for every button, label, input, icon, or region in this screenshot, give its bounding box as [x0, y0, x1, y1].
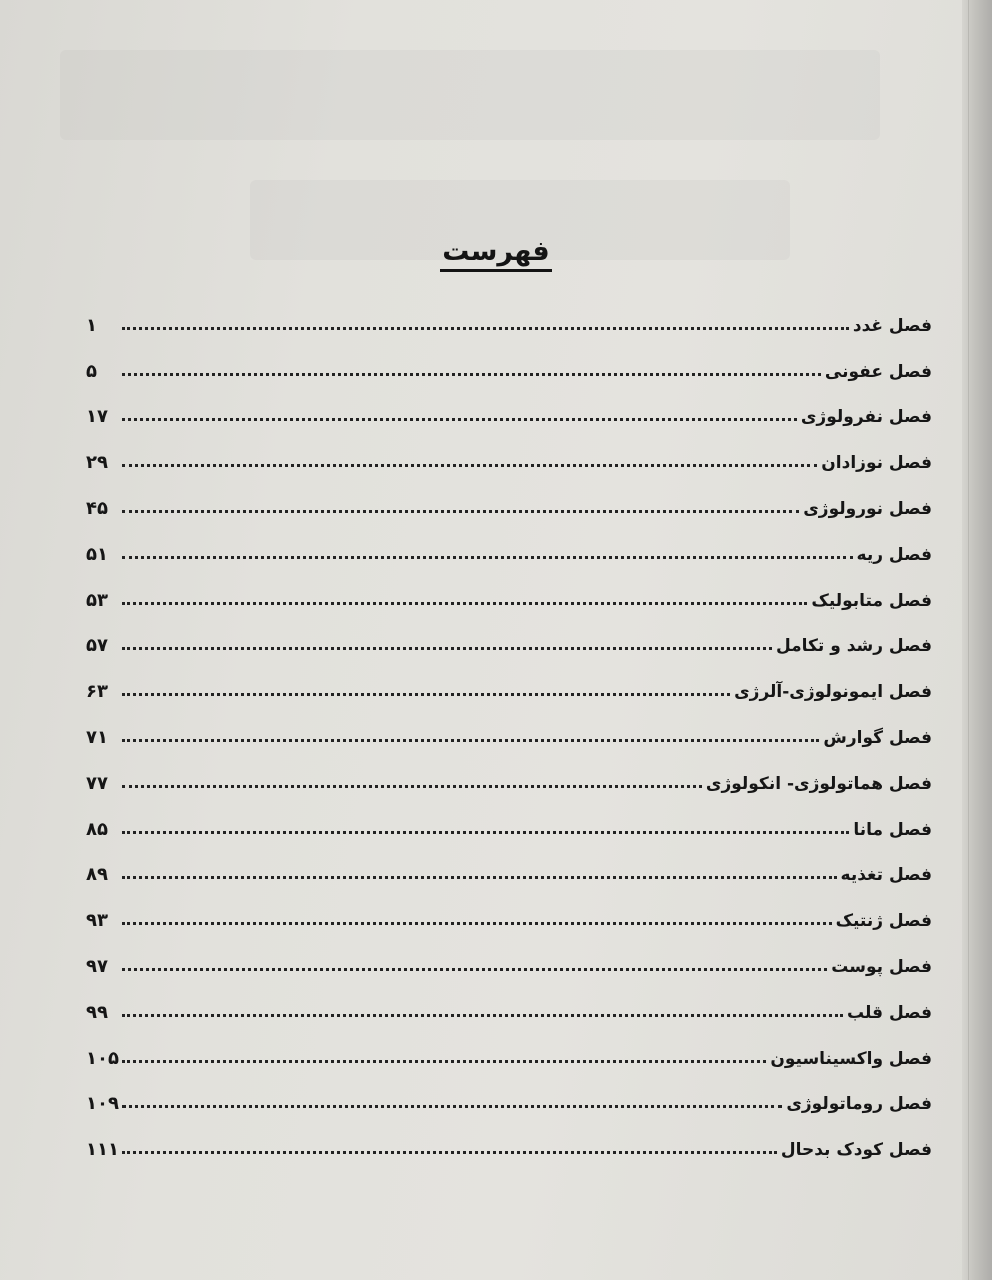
toc-entry: [86, 842, 932, 888]
toc-dot-leader: [122, 831, 849, 834]
toc-dot-leader: [122, 556, 853, 559]
toc-dot-leader: [122, 1105, 782, 1108]
toc-entry: [86, 1116, 932, 1162]
toc-entry-page: ۵۱: [86, 543, 108, 565]
toc-entry-page: ۵۳: [86, 589, 108, 611]
toc-entry-page: ۱۰۵: [86, 1047, 119, 1069]
toc-title: [0, 236, 992, 272]
toc-entry-page: ۸۹: [86, 864, 108, 886]
toc-dot-leader: [122, 693, 730, 696]
toc-entry: [86, 384, 932, 430]
toc-dot-leader: [122, 876, 837, 879]
toc-entry-page: ۱: [86, 314, 97, 336]
toc-entry-label: فصل نورولوژی: [803, 498, 932, 519]
toc-entry-page: ۶۳: [86, 681, 108, 703]
toc-entry-label: فصل هماتولوژی- انکولوژی: [705, 773, 932, 794]
toc-dot-leader: [122, 1151, 777, 1154]
toc-entry: [86, 933, 932, 979]
toc-title-text: فهرست: [440, 236, 551, 272]
toc-entry-label: فصل قلب: [846, 1002, 932, 1023]
toc-entry: [86, 658, 932, 704]
toc-dot-leader: [122, 785, 702, 788]
toc-entry-page: ۹۷: [86, 955, 108, 977]
toc-entry-label: فصل روماتولوژی: [786, 1094, 932, 1115]
toc-dot-leader: [122, 602, 807, 605]
toc-entry-label: فصل عفونی: [824, 361, 932, 382]
toc-entry-label: فصل ریه: [856, 544, 932, 565]
toc-entry-label: فصل متابولیک: [811, 590, 932, 611]
toc-entry: [86, 429, 932, 475]
toc-entry-label: فصل رشد و تکامل: [775, 636, 932, 657]
show-through-header: [60, 50, 880, 140]
toc-entry-label: فصل غدد: [852, 315, 932, 336]
toc-entry-page: ۲۹: [86, 452, 108, 474]
toc-entry: [86, 1025, 932, 1071]
toc-entry: [86, 1071, 932, 1117]
table-of-contents: [86, 292, 932, 1162]
toc-entry: [86, 796, 932, 842]
toc-entry: [86, 338, 932, 384]
toc-entry-label: فصل نوزادان: [821, 453, 932, 474]
toc-entry-label: فصل ژنتیک: [835, 911, 932, 932]
book-page-edge: [962, 0, 992, 1280]
toc-entry: [86, 567, 932, 613]
toc-dot-leader: [122, 327, 849, 330]
toc-entry-page: ۷۱: [86, 726, 108, 748]
toc-dot-leader: [122, 1060, 766, 1063]
toc-entry: [86, 613, 932, 659]
toc-dot-leader: [122, 464, 817, 467]
toc-entry-page: ۴۵: [86, 497, 108, 519]
toc-dot-leader: [122, 647, 772, 650]
toc-entry-page: ۵۷: [86, 635, 108, 657]
toc-entry-page: ۱۷: [86, 406, 108, 428]
toc-entry: [86, 292, 932, 338]
toc-entry: [86, 704, 932, 750]
toc-entry-label: فصل نفرولوژی: [800, 407, 932, 428]
toc-dot-leader: [122, 968, 827, 971]
toc-dot-leader: [122, 373, 821, 376]
toc-entry-page: ۱۱۱: [86, 1139, 119, 1161]
toc-entry-page: ۷۷: [86, 772, 108, 794]
toc-entry-label: فصل واکسیناسیون: [770, 1048, 932, 1069]
toc-entry-label: فصل مانا: [853, 819, 932, 840]
toc-entry-page: ۱۰۹: [86, 1093, 119, 1115]
toc-entry: [86, 887, 932, 933]
toc-dot-leader: [122, 922, 832, 925]
toc-dot-leader: [122, 510, 799, 513]
toc-entry-label: فصل گوارش: [823, 727, 932, 748]
toc-entry-label: فصل کودک بدحال: [780, 1140, 932, 1161]
toc-dot-leader: [122, 1014, 843, 1017]
toc-entry-page: ۵: [86, 360, 97, 382]
toc-entry-page: ۸۵: [86, 818, 108, 840]
toc-entry: [86, 475, 932, 521]
toc-dot-leader: [122, 739, 819, 742]
toc-entry-page: ۹۳: [86, 910, 108, 932]
toc-entry-page: ۹۹: [86, 1001, 108, 1023]
toc-dot-leader: [122, 418, 797, 421]
toc-entry-label: فصل ایمونولوژی-آلرژی: [734, 682, 932, 703]
toc-entry-label: فصل پوست: [831, 956, 932, 977]
toc-entry-label: فصل تغذیه: [840, 865, 932, 886]
toc-entry: [86, 979, 932, 1025]
toc-entry: [86, 750, 932, 796]
toc-entry: [86, 521, 932, 567]
